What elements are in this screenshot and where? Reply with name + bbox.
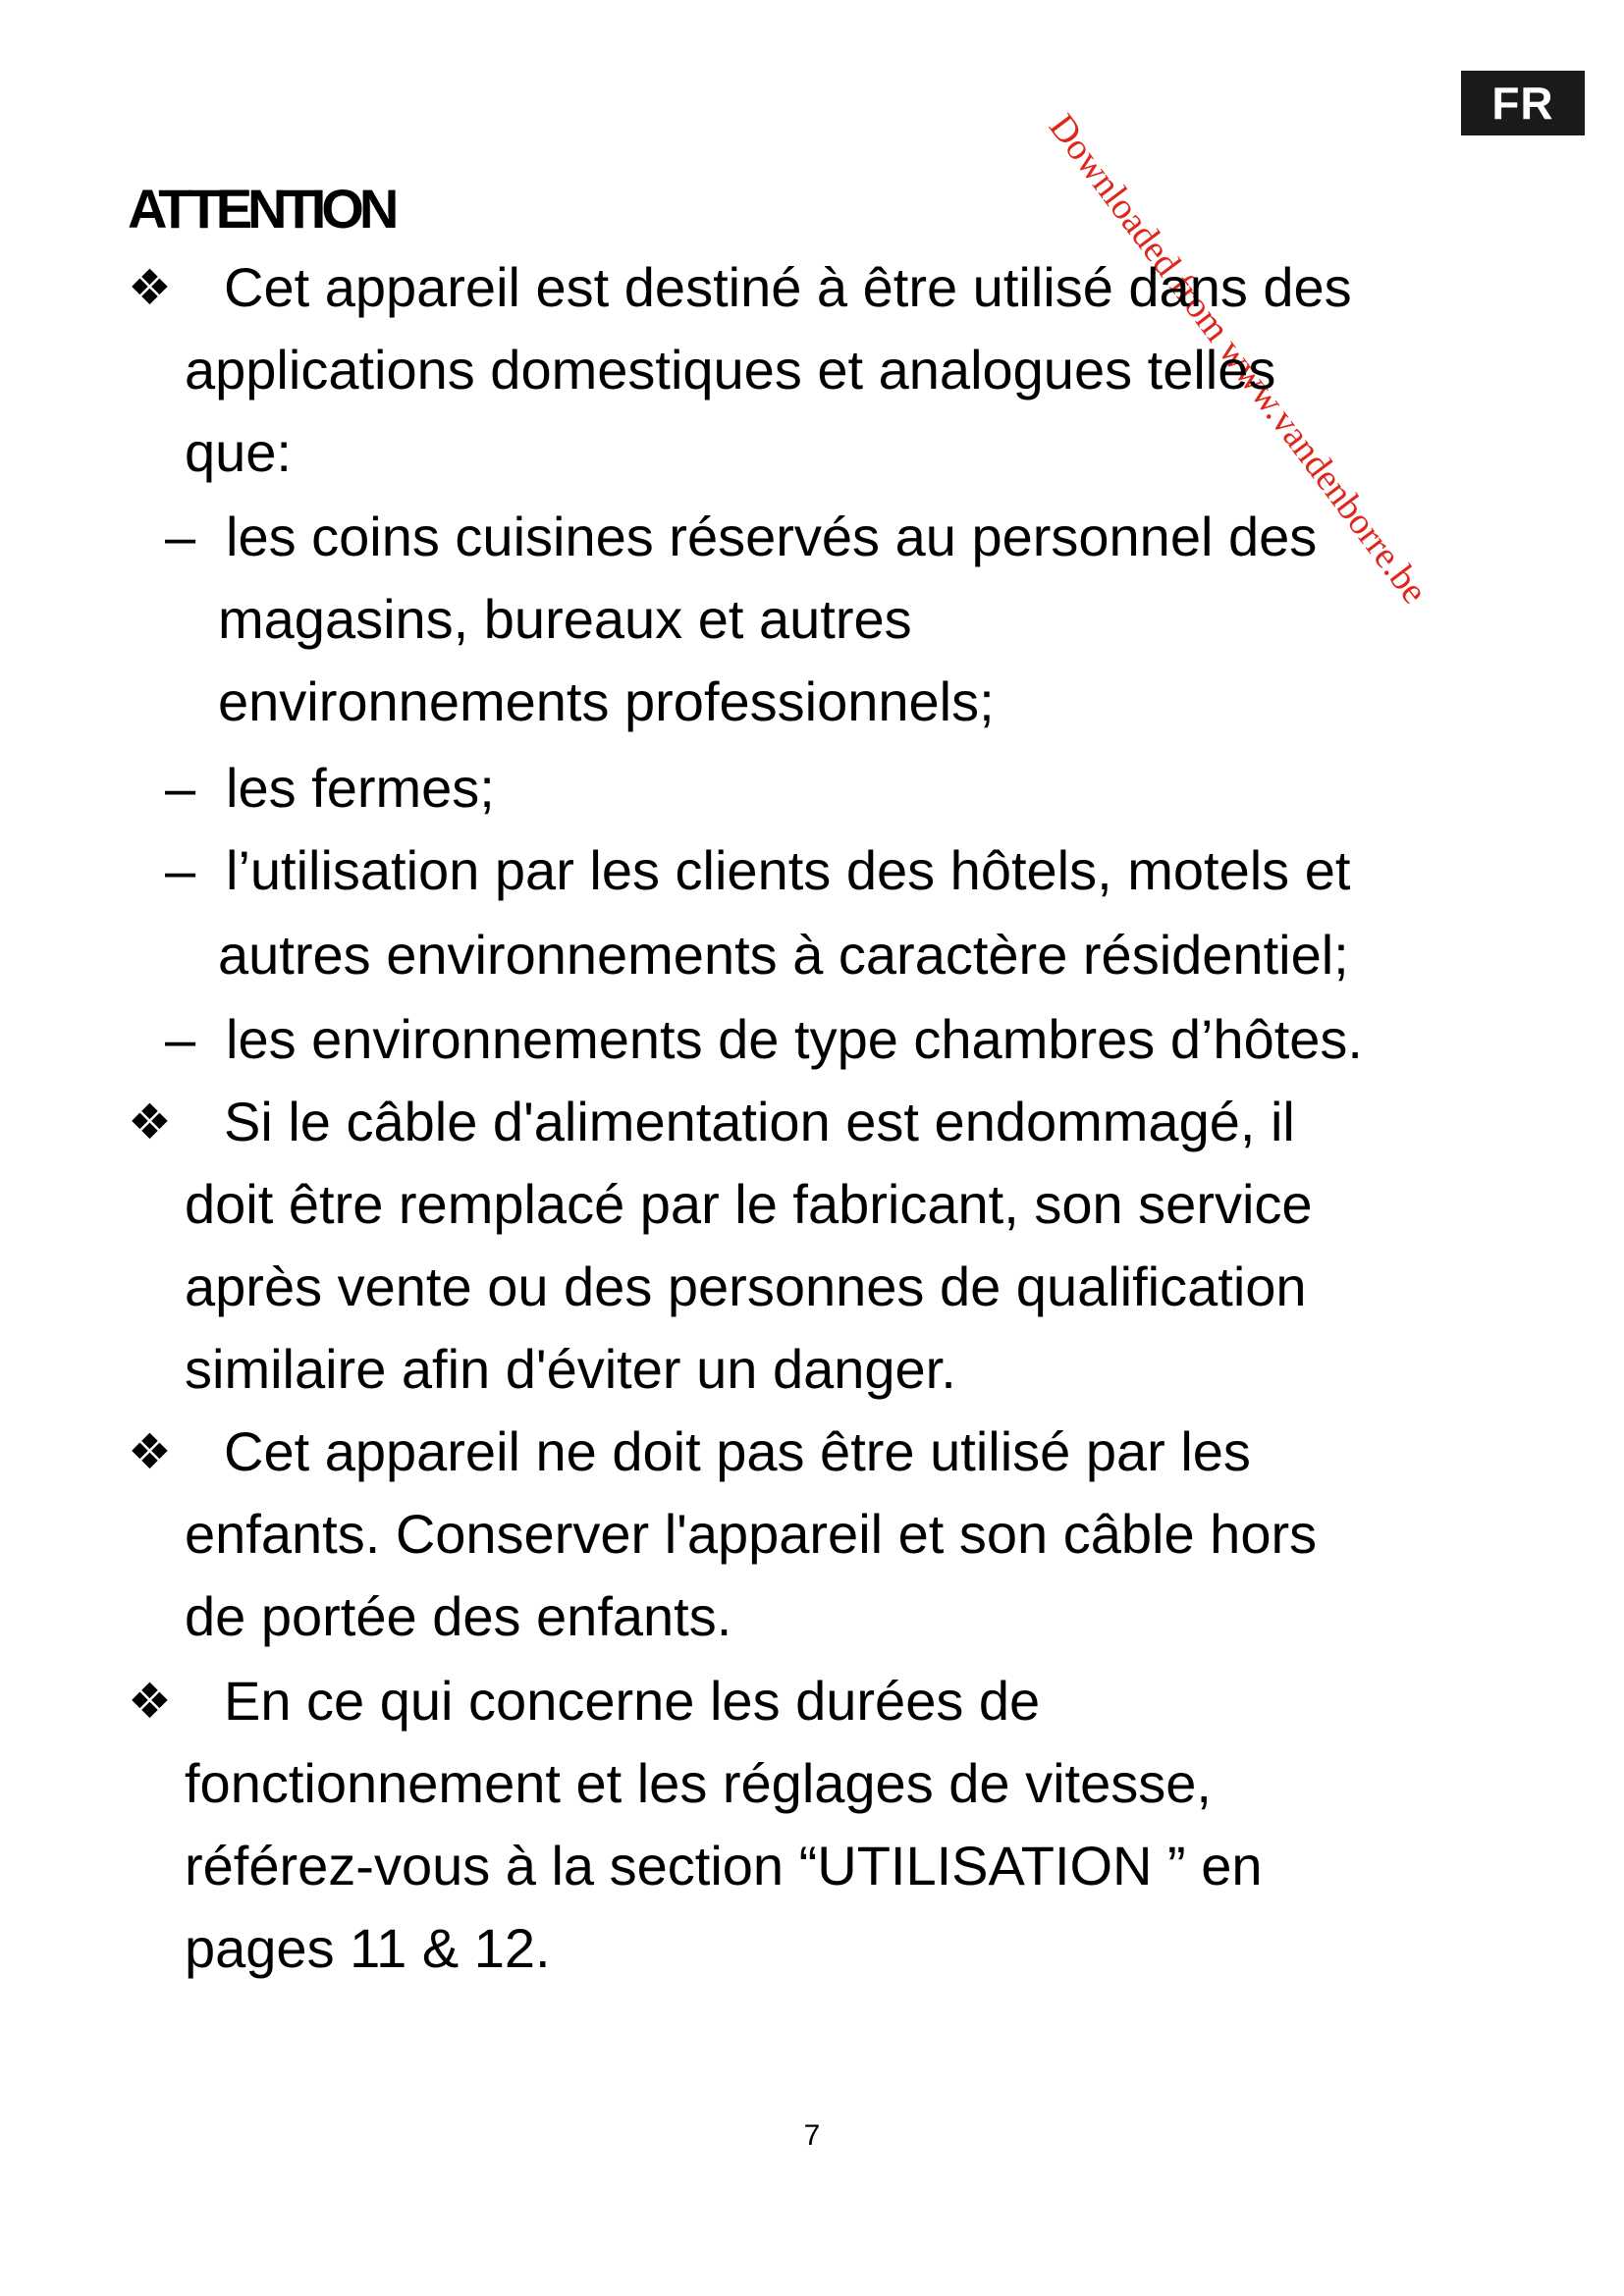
sub-item-2-line-1: les fermes; [226, 757, 495, 819]
bullet-3-line-3: de portée des enfants. [185, 1585, 732, 1647]
dash-icon: – [165, 839, 196, 901]
sub-item-1-line-3: environnements professionnels; [218, 670, 995, 732]
sub-item-3-line-2: autres environnements à caractère résidentiel; [218, 924, 1349, 986]
bullet-1-line-2: applications domestiques et analogues telles [185, 339, 1276, 400]
bullet-3-line-2: enfants. Conserver l'appareil et son câble hors [185, 1503, 1318, 1565]
bullet-4-line-3: référez-vous à la section “UTILISATION ” en [185, 1835, 1263, 1896]
dash-icon: – [165, 506, 196, 567]
bullet-2-line-2: doit être remplacé par le fabricant, son service [185, 1173, 1313, 1235]
four-diamond-bullet-icon: ❖ [128, 1674, 172, 1729]
bullet-2-line-4: similaire afin d'éviter un danger. [185, 1338, 956, 1400]
sub-item-4-line-1: les environnements de type chambres d’hôtes. [226, 1008, 1363, 1070]
dash-icon: – [165, 1008, 196, 1070]
bullet-2-line-3: après vente ou des personnes de qualification [185, 1255, 1307, 1317]
four-diamond-bullet-icon: ❖ [128, 260, 172, 315]
bullet-4-line-4: pages 11 & 12. [185, 1917, 551, 1979]
four-diamond-bullet-icon: ❖ [128, 1095, 172, 1149]
section-title: ATTENTION [128, 178, 395, 240]
dash-icon: – [165, 757, 196, 819]
bullet-3-line-1: Cet appareil ne doit pas être utilisé par les [224, 1420, 1251, 1482]
bullet-2-line-1: Si le câble d'alimentation est endommagé, il [224, 1091, 1295, 1152]
page-number: 7 [803, 2119, 821, 2152]
bullet-4-line-2: fonctionnement et les réglages de vitesse, [185, 1752, 1212, 1814]
sub-item-1-line-2: magasins, bureaux et autres [218, 588, 912, 650]
watermark-text: Downloaded from www.vandenborre.be [1041, 106, 1435, 612]
bullet-1-line-3: que: [185, 421, 292, 483]
sub-item-1-line-1: les coins cuisines réservés au personnel des [226, 506, 1318, 567]
sub-item-3-line-1: l’utilisation par les clients des hôtels, motels et [226, 839, 1351, 901]
language-badge: FR [1461, 71, 1585, 135]
four-diamond-bullet-icon: ❖ [128, 1424, 172, 1479]
bullet-1-line-1: Cet appareil est destiné à être utilisé dans des [224, 256, 1352, 318]
bullet-4-line-1: En ce qui concerne les durées de [224, 1670, 1041, 1732]
